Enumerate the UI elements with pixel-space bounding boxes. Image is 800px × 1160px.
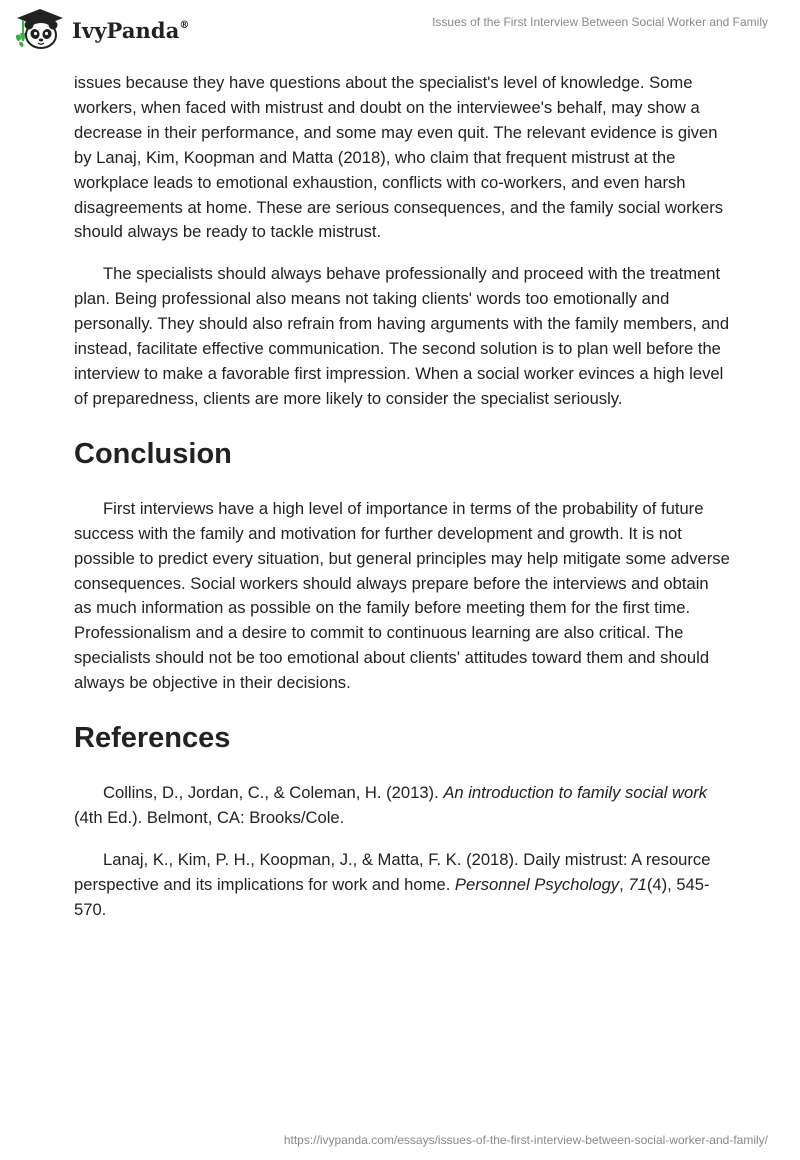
reference-lanaj-2018: Lanaj, K., Kim, P. H., Koopman, J., & Matta, F. K. (2018). Daily mistrust: A resource perspective and its implications for work and home. Personnel Psychology, 71(4), 545-570. (74, 849, 711, 919)
conclusion-heading: Conclusion (74, 437, 232, 470)
source-url[interactable]: https://ivypanda.com/essays/issues-of-the-first-interview-between-social-worker-and-family/ (283, 1133, 768, 1147)
essay-content (74, 71, 730, 923)
running-title: Issues of the First Interview Between Social Worker and Family (432, 15, 768, 29)
brand-name: IvyPanda® (72, 17, 190, 43)
reference-book-title: An introduction to family social work (443, 783, 708, 803)
reference-collins-2013: Collins, D., Jordan, C., & Coleman, H. (2013). An introduction to family social work (4th Ed.). Belmont, CA: Brooks/Cole. (74, 783, 708, 827)
paragraph-mistrust-continued: issues because they have questions about the specialist's level of knowledge. Some workers, when faced with mistrust and doubt on the interviewee's behalf, may show a decrease in their performance, and some may even quit. The relevant evidence is given by Lanaj, Kim, Koopman and Matta (2018), who claim that frequent mistrust at the workplace leads to emotional exhaustion, conflicts with co-workers, and even harsh disagreements at home. These are serious consequences, and the family social workers should always be ready to tackle mistrust. (74, 73, 724, 242)
paragraph-conclusion: First interviews have a high level of importance in terms of the probability of future success with the family and motivation for further development and growth. It is not possible to predict every situation, but general principles may help mitigate some adverse consequences. Social workers should always prepare before the interviews and obtain as much information as possible on the family before meeting them for the first time. Professionalism and a desire to commit to continuous learning are also critical. The specialists should not be too emotional about clients' attitudes toward them and should always be objective in their decisions. (74, 498, 730, 693)
registered-mark: ® (179, 19, 190, 31)
references-heading: References (74, 722, 231, 755)
paragraph-solutions: The specialists should always behave professionally and proceed with the treatment plan. Being professional also means not taking clients' words too emotionally and personally. They should also refrain from having arguments with the family members, and instead, facilitate effective communication. The second solution is to plan well before the interview to make a favorable first impression. When a social worker evinces a high level of preparedness, clients are more likely to consider the specialist seriously. (74, 264, 730, 408)
page-header (0, 0, 800, 70)
reference-journal-title: Personnel Psychology (454, 874, 620, 894)
ivypanda-logo[interactable] (14, 7, 190, 51)
panda-logo-icon (14, 7, 66, 51)
reference-volume: 71 (628, 874, 647, 894)
